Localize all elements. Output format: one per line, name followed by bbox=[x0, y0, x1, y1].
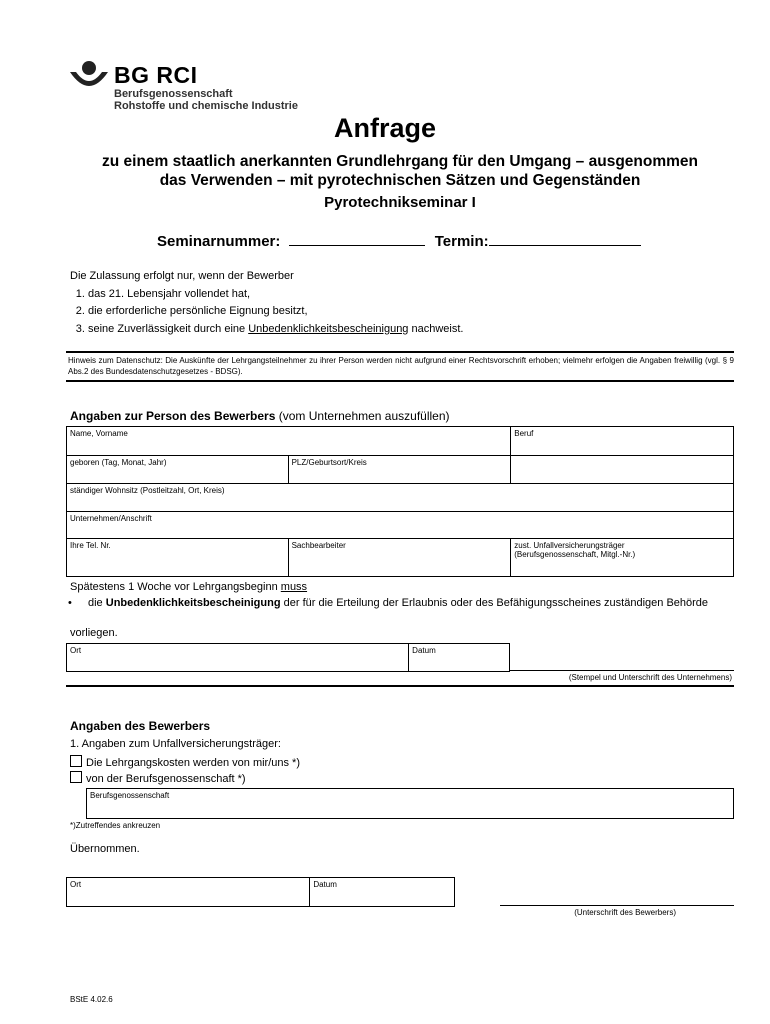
deadline-text-underlined: muss bbox=[280, 581, 308, 593]
company-field[interactable]: Unternehmen/Anschrift bbox=[67, 512, 734, 539]
deadline-text-a: Spätestens 1 Woche vor Lehrgangsbeginn bbox=[70, 581, 278, 593]
requirement-item bbox=[88, 321, 463, 339]
termin-label: Termin: bbox=[434, 233, 489, 250]
person-section-heading bbox=[70, 409, 450, 423]
applicant-datum-field[interactable]: Datum bbox=[310, 878, 455, 907]
insurance-label: zust. Unfallversicherungsträger bbox=[514, 541, 625, 550]
checkbox-row-bg bbox=[70, 771, 246, 785]
person-table bbox=[66, 426, 734, 577]
logo-line1: Berufsgenossenschaft bbox=[114, 88, 233, 100]
page-subtitle bbox=[60, 152, 740, 190]
footnote: *)Zutreffendes ankreuzen bbox=[70, 821, 161, 830]
bullet-icon: • bbox=[68, 597, 72, 609]
checkbox-bg-label: von der Berufsgenossenschaft *) bbox=[86, 773, 246, 785]
bg-rci-emblem-icon bbox=[68, 60, 110, 94]
applicant-item1: 1. Angaben zum Unfallversicherungsträger: bbox=[70, 738, 281, 750]
person-heading-note: (vom Unternehmen auszufüllen) bbox=[278, 409, 450, 423]
checkbox-bg[interactable] bbox=[70, 771, 82, 783]
company-datum-field[interactable]: Datum bbox=[409, 644, 510, 672]
person-heading-bold: Angaben zur Person des Bewerbers bbox=[70, 409, 276, 423]
checkbox-row-self bbox=[70, 755, 300, 769]
bullet-text-c: der für die Erteilung der Erlaubnis oder des Befähigungsscheines zuständigen Behörde bbox=[283, 597, 709, 609]
bg-table bbox=[86, 788, 734, 819]
company-signature-line[interactable] bbox=[510, 670, 734, 671]
privacy-notice: Hinweis zum Datenschutz: Die Auskünfte der Lehrgangsteilnehmer zu ihrer Person werden nicht aufgrund einer Rechtsvorschrift erhoben; vielmehr erfolgen die Angaben freiwillig (vgl. § 9 Abs.2 des Bundesdatenschutzgesetzes - BDSG). bbox=[66, 351, 734, 382]
bg-rci-logo bbox=[68, 58, 298, 114]
applicant-ort-field[interactable]: Ort bbox=[67, 878, 310, 907]
applicant-signature-line[interactable] bbox=[500, 905, 734, 906]
applicant-signature-label: (Unterschrift des Bewerbers) bbox=[574, 908, 676, 917]
insurance-field[interactable] bbox=[511, 539, 734, 577]
requirement-item: 1. das 21. Lebensjahr vollendet hat, bbox=[88, 286, 463, 304]
logo-name: BG RCI bbox=[114, 62, 198, 88]
company-ort-field[interactable]: Ort bbox=[67, 644, 409, 672]
checkbox-self-label: Die Lehrgangskosten werden von mir/uns *) bbox=[86, 757, 301, 769]
name-field[interactable]: Name, Vorname bbox=[67, 427, 511, 456]
bullet-text-bold: Unbedenklichkeitsbescheinigung bbox=[105, 597, 281, 609]
birthplace-field[interactable]: PLZ/Geburtsort/Kreis bbox=[288, 456, 511, 484]
subtitle-line2: das Verwenden – mit pyrotechnischen Sätzen und Gegenständen bbox=[159, 172, 641, 189]
checkbox-self[interactable] bbox=[70, 755, 82, 767]
seminar-row bbox=[157, 231, 641, 250]
section-divider bbox=[66, 685, 734, 687]
requirements-intro: Die Zulassung erfolgt nur, wenn der Bewerber bbox=[70, 270, 294, 282]
residence-field[interactable]: ständiger Wohnsitz (Postleitzahl, Ort, Kreis) bbox=[67, 484, 734, 512]
seminar-number-field[interactable] bbox=[289, 231, 425, 246]
phone-field[interactable]: Ihre Tel. Nr. bbox=[67, 539, 289, 577]
company-stamp-label: (Stempel und Unterschrift des Unternehmens) bbox=[568, 673, 732, 682]
vorliegen-text: vorliegen. bbox=[70, 627, 118, 639]
requirement-text: nachweist. bbox=[411, 322, 464, 335]
deadline-bullet-text bbox=[88, 597, 734, 610]
company-sign-table bbox=[66, 643, 510, 672]
form-code: BStE 4.02.6 bbox=[70, 995, 113, 1004]
seminar-name: Pyrotechnikseminar I bbox=[324, 194, 476, 211]
termin-field[interactable] bbox=[489, 231, 641, 246]
requirement-item: 2. die erforderliche persönliche Eignung besitzt, bbox=[88, 303, 463, 321]
logo-line2: Rohstoffe und chemische Industrie bbox=[114, 100, 298, 112]
page-title: Anfrage bbox=[333, 113, 436, 143]
requirement-underlined: Unbedenklichkeitsbescheinigung bbox=[248, 322, 409, 335]
deadline-text bbox=[70, 581, 307, 593]
birthdate-field[interactable]: geboren (Tag, Monat, Jahr) bbox=[67, 456, 289, 484]
clerk-field[interactable]: Sachbearbeiter bbox=[288, 539, 511, 577]
uebernommen-text: Übernommen. bbox=[70, 843, 140, 855]
requirement-text: seine Zuverlässigkeit durch eine bbox=[88, 322, 246, 335]
beruf-field[interactable]: Beruf bbox=[511, 427, 734, 456]
requirements bbox=[70, 268, 463, 338]
seminar-number-label: Seminarnummer: bbox=[157, 233, 281, 250]
applicant-section-heading: Angaben des Bewerbers bbox=[70, 719, 211, 733]
subtitle-line1: zu einem staatlich anerkannten Grundlehrgang für den Umgang – ausgenommen bbox=[102, 153, 698, 170]
bullet-text-a: die bbox=[88, 597, 103, 609]
applicant-sign-table bbox=[66, 877, 455, 907]
bg-field[interactable]: Berufsgenossenschaft bbox=[87, 789, 734, 819]
insurance-sublabel: (Berufsgenossenschaft, Mitgl.-Nr.) bbox=[514, 550, 636, 559]
empty-cell bbox=[511, 456, 734, 484]
